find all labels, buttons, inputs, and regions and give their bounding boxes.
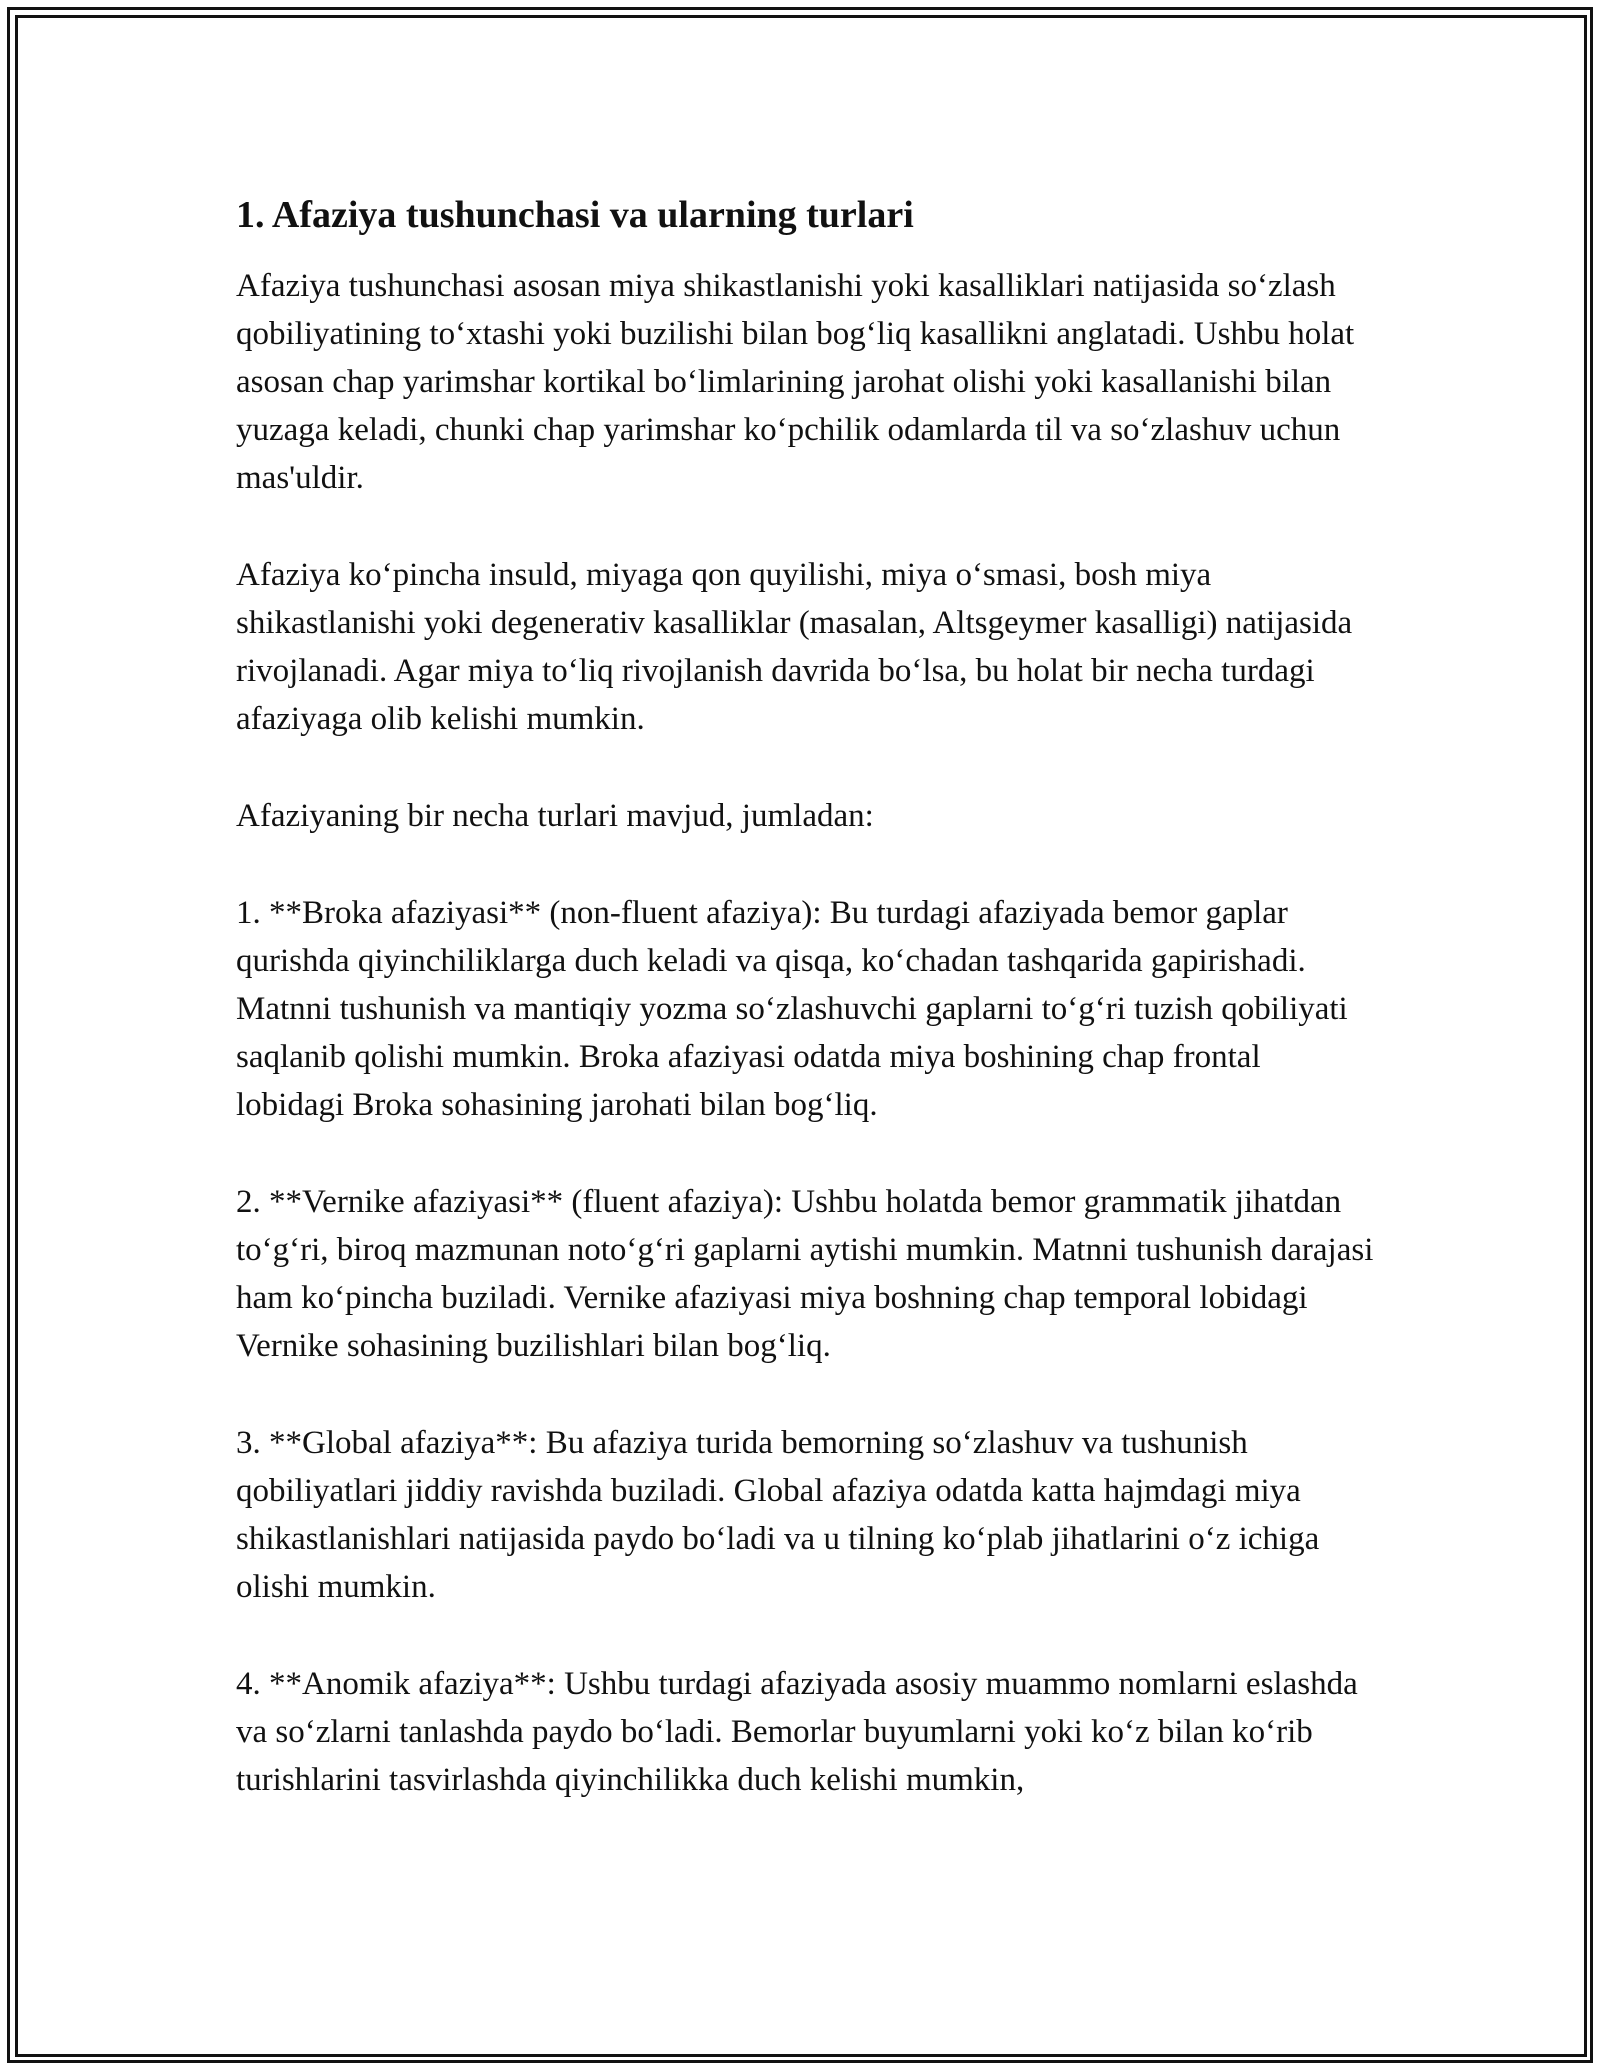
document-body — [236, 190, 1376, 1804]
section-heading: 1. Afaziya tushunchasi va ularning turlari — [236, 194, 914, 236]
list-item-global: 3. **Global afaziya**: Bu afaziya turida bemorning so‘zlashuv va tushunish qobiliyatlari jiddiy ravishda buziladi. Global afaziya odatda katta hajmdagi miya shikastlanishlari natijasida paydo bo‘ladi va u tilning ko‘plab jihatlarini o‘z ichiga olishi mumkin. — [236, 1425, 1320, 1605]
list-item-anomik: 4. **Anomik afaziya**: Ushbu turdagi afaziyada asosiy muammo nomlarni eslashda va so‘zlarni tanlashda paydo bo‘ladi. Bemorlar buyumlarni yoki ko‘z bilan ko‘rib turishlarini tasvirlashda qiyinchilikka duch kelishi mumkin, — [236, 1666, 1358, 1798]
list-item-vernike: 2. **Vernike afaziyasi** (fluent afaziya): Ushbu holatda bemor grammatik jihatdan to‘g‘ri, biroq mazmunan noto‘g‘ri gaplarni aytishi mumkin. Matnni tushunish darajasi ham ko‘pincha buziladi. Vernike afaziyasi miya boshning chap temporal lobidagi Vernike sohasining buzilishlari bilan bog‘liq. — [236, 1184, 1374, 1364]
paragraph-causes: Afaziya ko‘pincha insuld, miyaga qon quyilishi, miya o‘smasi, bosh miya shikastlanishi yoki degenerativ kasalliklar (masalan, Altsgeymer kasalligi) natijasida rivojlanadi. Agar miya to‘liq rivojlanish davrida bo‘lsa, bu holat bir necha turdagi afaziyaga olib kelishi mumkin. — [236, 557, 1353, 737]
paragraph-definition: Afaziya tushunchasi asosan miya shikastlanishi yoki kasalliklari natijasida so‘zlash qobiliyatining to‘xtashi yoki buzilishi bilan bog‘liq kasallikni anglatadi. Ushbu holat asosan chap yarimshar kortikal bo‘limlarining jarohat olishi yoki kasallanishi bilan yuzaga keladi, chunki chap yarimshar ko‘pchilik odamlarda til va so‘zlashuv uchun mas'uldir. — [236, 268, 1355, 496]
list-item-broka: 1. **Broka afaziyasi** (non-fluent afaziya): Bu turdagi afaziyada bemor gaplar qurishda qiyinchiliklarga duch keladi va qisqa, ko‘chadan tashqarida gapirishadi. Matnni tushunish va mantiqiy yozma so‘zlashuvchi gaplarni to‘g‘ri tuzish qobiliyati saqlanib qolishi mumkin. Broka afaziyasi odatda miya boshining chap frontal lobidagi Broka sohasining jarohati bilan bog‘liq. — [236, 895, 1348, 1123]
paragraph-types-intro: Afaziyaning bir necha turlari mavjud, jumladan: — [236, 798, 874, 834]
